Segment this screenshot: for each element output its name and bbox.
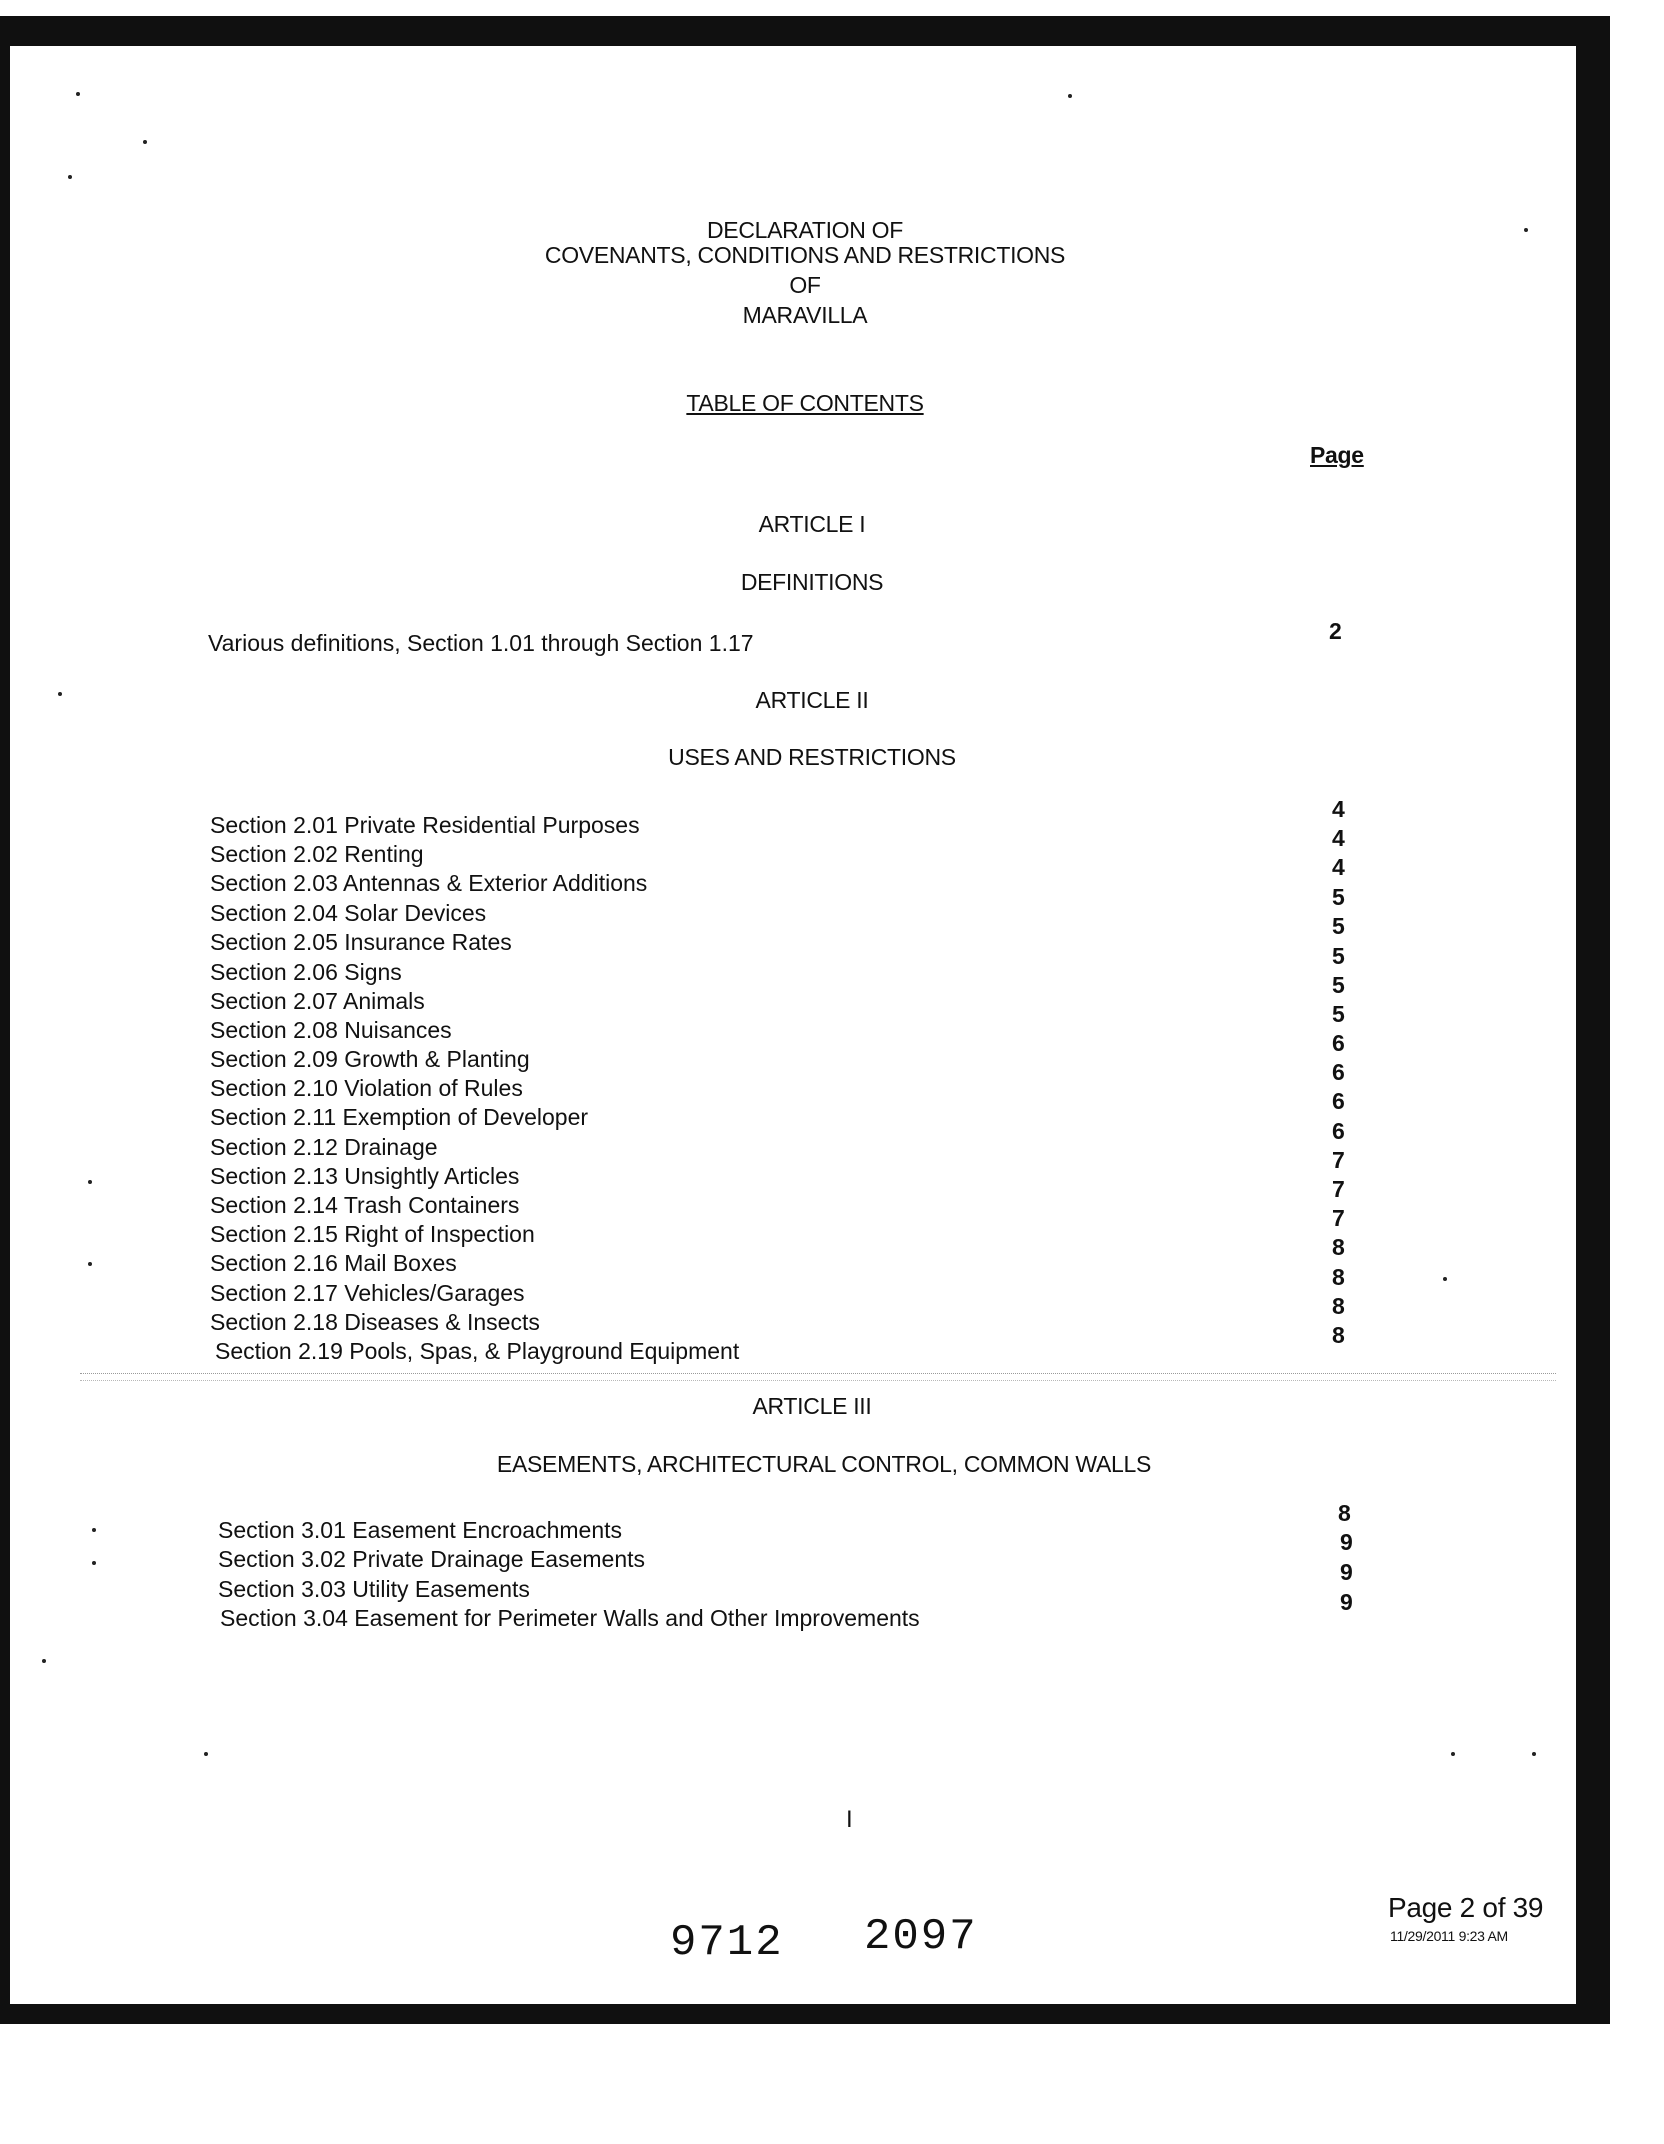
- document-title-line-2: COVENANTS, CONDITIONS AND RESTRICTIONS: [544, 242, 1066, 268]
- toc-entry-label: Section 2.10 Violation of Rules: [210, 1075, 523, 1101]
- toc-entry-label: Section 2.15 Right of Inspection: [210, 1221, 535, 1247]
- scan-speck: [204, 1752, 208, 1756]
- toc-entry-label: Section 2.08 Nuisances: [210, 1017, 452, 1043]
- toc-entry-page: 9: [1340, 1589, 1353, 1615]
- toc-entry-page: 5: [1332, 1001, 1345, 1027]
- footer-page-count: Page 2 of 39: [1388, 1892, 1544, 1923]
- scan-speck: [88, 1262, 92, 1266]
- scan-speck: [88, 1180, 92, 1184]
- toc-entry-label: Section 2.11 Exemption of Developer: [210, 1104, 589, 1130]
- toc-entry-page: 4: [1332, 825, 1345, 851]
- toc-entry-label: Section 2.02 Renting: [210, 841, 424, 867]
- scan-speck: [1451, 1752, 1455, 1756]
- toc-entry-label: Section 3.01 Easement Encroachments: [218, 1517, 623, 1543]
- toc-entry-page: 6: [1332, 1118, 1345, 1144]
- toc-entry-label: Section 2.12 Drainage: [210, 1134, 438, 1160]
- toc-entry-page: 5: [1332, 972, 1345, 998]
- article-2-label: ARTICLE II: [755, 687, 869, 713]
- article-1-label: ARTICLE I: [758, 511, 866, 537]
- toc-entry-page: 7: [1332, 1176, 1345, 1202]
- toc-entry-label: Section 2.18 Diseases & Insects: [210, 1309, 540, 1335]
- toc-entry-label: Section 2.06 Signs: [210, 959, 402, 985]
- document-title-line-1: DECLARATION OF: [706, 217, 903, 243]
- toc-entry-page: 5: [1332, 884, 1345, 910]
- scan-speck: [1524, 228, 1528, 232]
- scan-speck: [68, 175, 72, 179]
- toc-entry-page: 8: [1332, 1293, 1345, 1319]
- toc-entry-label: Various definitions, Section 1.01 through Section 1.17: [208, 630, 754, 656]
- toc-entry-label: Section 3.02 Private Drainage Easements: [218, 1546, 646, 1572]
- toc-entry-page: 2: [1329, 618, 1342, 644]
- toc-entry-page: 4: [1332, 854, 1345, 880]
- toc-entry-label: Section 2.16 Mail Boxes: [210, 1250, 457, 1276]
- toc-entry-label: Section 2.03 Antennas & Exterior Additions: [210, 870, 648, 896]
- document-title-line-3: OF: [789, 272, 821, 298]
- article-3-title: EASEMENTS, ARCHITECTURAL CONTROL, COMMON WALLS: [496, 1451, 1152, 1477]
- toc-entry-page: 6: [1332, 1088, 1345, 1114]
- toc-entry-page: 7: [1332, 1147, 1345, 1173]
- scan-speck: [92, 1561, 96, 1565]
- scan-speck: [42, 1659, 46, 1663]
- toc-entry-label: Section 2.01 Private Residential Purposes: [210, 812, 640, 838]
- toc-entry-label: Section 2.09 Growth & Planting: [210, 1046, 530, 1072]
- scan-speck: [1532, 1752, 1536, 1756]
- toc-entry-label: Section 3.04 Easement for Perimeter Walls and Other Improvements: [220, 1605, 920, 1631]
- toc-entry-page: 8: [1338, 1500, 1351, 1526]
- toc-entry-page: 5: [1332, 943, 1345, 969]
- toc-entry-page: 5: [1332, 913, 1345, 939]
- scan-speck: [92, 1528, 96, 1532]
- toc-entry-page: 8: [1332, 1264, 1345, 1290]
- toc-entry-label: Section 3.03 Utility Easements: [218, 1576, 530, 1602]
- page-number: I: [846, 1806, 853, 1833]
- document-title-line-4: MARAVILLA: [742, 302, 868, 328]
- toc-entry-page: 8: [1332, 1234, 1345, 1260]
- page-column-heading: Page: [1310, 442, 1364, 468]
- toc-entry-label: Section 2.04 Solar Devices: [210, 900, 487, 926]
- footer-timestamp: 11/29/2011 9:23 AM: [1390, 1928, 1508, 1944]
- scan-speck: [76, 92, 80, 96]
- article-1-title: DEFINITIONS: [740, 569, 884, 595]
- recording-page-number: 2097: [864, 1912, 978, 1962]
- toc-entry-page: 4: [1332, 796, 1345, 822]
- scan-speck: [143, 140, 147, 144]
- toc-entry-label: Section 2.05 Insurance Rates: [210, 929, 512, 955]
- toc-entry-page: 7: [1332, 1205, 1345, 1231]
- recording-book-number: 9712: [670, 1918, 784, 1968]
- article-3-label: ARTICLE III: [752, 1393, 872, 1419]
- toc-entry-page: 9: [1340, 1559, 1353, 1585]
- toc-entry-page: 6: [1332, 1059, 1345, 1085]
- scan-speck: [1443, 1277, 1447, 1281]
- scan-artifact-line: [80, 1373, 1556, 1381]
- toc-entry-page: 8: [1332, 1322, 1345, 1348]
- toc-entry-label: Section 2.07 Animals: [210, 988, 425, 1014]
- toc-entry-page: 6: [1332, 1030, 1345, 1056]
- toc-entry-label: Section 2.17 Vehicles/Garages: [210, 1280, 525, 1306]
- toc-entry-label: Section 2.19 Pools, Spas, & Playground Equipment: [215, 1338, 740, 1364]
- toc-entry-page: 9: [1340, 1529, 1353, 1555]
- article-2-title: USES AND RESTRICTIONS: [668, 744, 956, 770]
- toc-entry-label: Section 2.14 Trash Containers: [210, 1192, 520, 1218]
- scan-speck: [58, 692, 62, 696]
- scan-speck: [1068, 94, 1072, 98]
- toc-heading: TABLE OF CONTENTS: [686, 390, 924, 416]
- toc-entry-label: Section 2.13 Unsightly Articles: [210, 1163, 520, 1189]
